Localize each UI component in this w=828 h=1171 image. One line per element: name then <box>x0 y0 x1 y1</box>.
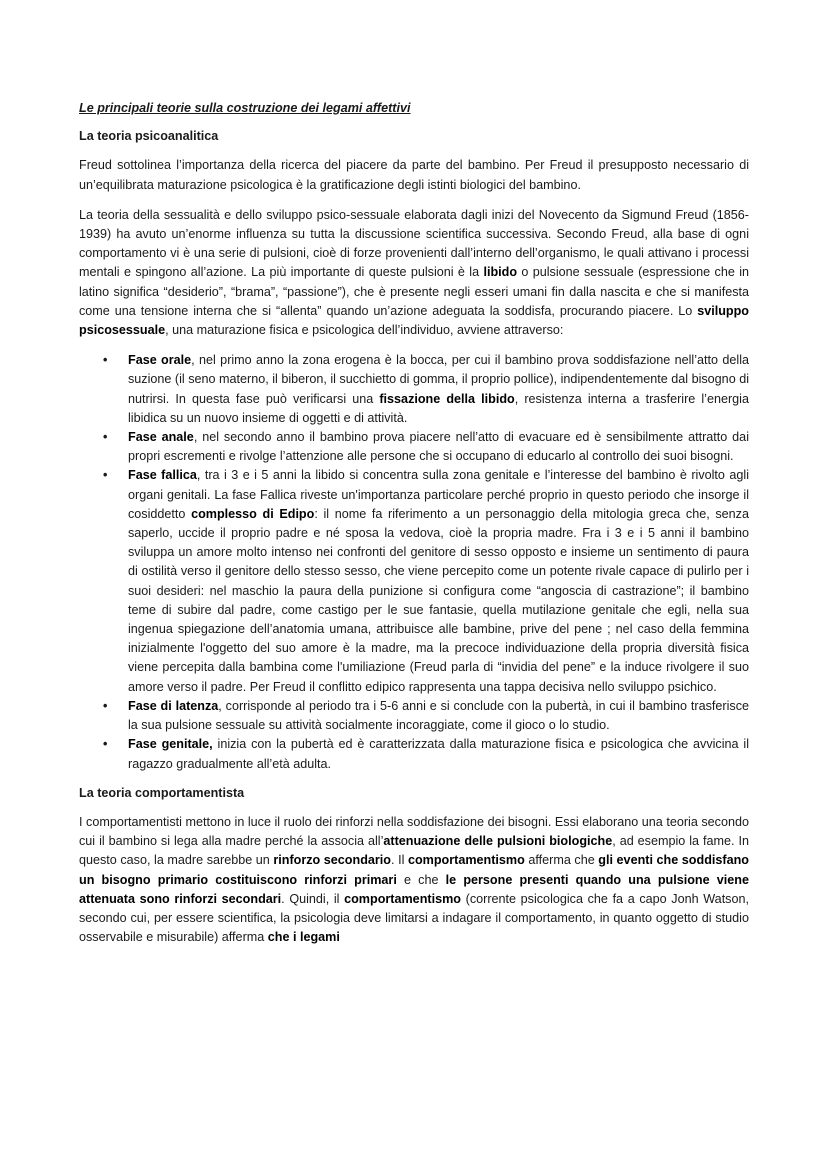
phase-name: Fase anale <box>128 430 194 445</box>
text-run: , una maturazione fisica e psicologica dell’individuo, avviene attraverso: <box>165 323 564 338</box>
section-heading-psychoanalytic: La teoria psicoanalitica <box>79 129 219 144</box>
list-item-oral-phase <box>79 351 749 428</box>
text-run: inizia con la pubertà ed è caratterizzata dalla maturazione fisica e psicologica che avvicina il ragazzo gradualmente all’età adulta. <box>128 737 749 771</box>
paragraph-freud-theory <box>79 206 749 340</box>
text-run: . Il <box>391 853 408 868</box>
bold-term-libido-fixation: fissazione della libido <box>379 391 515 406</box>
bold-term: attenuazione delle pulsioni biologiche <box>383 834 613 849</box>
text-run: I comportamentisti mettono in luce il ruolo dei rinforzi nella soddisfazione dei bisogni. Essi elaborano una teoria secondo cui il bambino si lega alla madre perché la associa all’ <box>79 814 749 849</box>
text-run: , ad esempio la fame. In questo caso, la madre sarebbe un <box>79 834 750 868</box>
text-run: : il nome fa riferimento a un personaggio della mitologia greca che, senza saperlo, uccide il proprio padre e né sposa la vedova, cioè la propria madre. Fra i 3 e i 5 anni il bambino sviluppa un amore molto intenso nei confronti del genitore di sesso opposto e insieme un sentimento di paura di ostilità verso il genitore dello stesso sesso, che viene percepito come un potente rivale capace di pulirlo per i suoi desideri: nel maschio la paura della punizione si configura come “angoscia di castrazione”; il bambino teme di subire dal padre, come castigo per le sue fantasie, quella mutilazione genitale che egli, nella sua ingenua spiegazione dell’anatomia umana, attribuisce alle bambine, prive del pene ; nel caso della femmina inizialmente l'oggetto del suo amore è la madre, ma la precoce individuazione della propria diversità fisica viene percepita dalla bambina come l'umiliazione (Freud parla di “invidia del pene” e la induce rivolgere il suo amore verso il padre. Per Freud il conflitto edipico rappresenta una tappa decisiva nello sviluppo psichico. <box>128 506 749 694</box>
phase-name: Fase genitale, <box>128 737 213 752</box>
text-run: , nel primo anno la zona erogena è la bocca, per cui il bambino prova soddisfazione nell’atto della suzione (il seno materno, il biberon, il succhietto di gomma, il proprio pollice), indipendentemente dal bisogno di nutrirsi. In questa fase può verificarsi una <box>128 353 749 406</box>
text-run: La teoria della sessualità e dello sviluppo psico-sessuale elaborata dagli inizi del Novecento da Sigmund Freud (1856-1939) ha avuto un’enorme influenza su tutta la discussione scientifica successiva. Secondo Freud, alla base di ogni comportamento vi è una serie di pulsioni, cioè di forze provenienti dall’interno dell’organismo, le quali attivano i processi mentali e spingono all’azione. La più importante di queste pulsioni è la <box>79 207 749 280</box>
paragraph-behaviorism <box>79 813 749 947</box>
text-run: e che <box>396 872 446 887</box>
bold-term-oedipus-complex: complesso di Edipo <box>191 506 315 521</box>
text-run: o pulsione sessuale (espressione che in latino significa “desiderio”, “brama”, “passione”), che è presente negli esseri umani fin dalla nascita e che si manifesta come una tensione interna che si “allenta” quando un’azione adeguata la soddisfa, procurando piacere. Lo <box>79 265 749 318</box>
text-run: (corrente psicologica che fa a capo Jonh Watson, secondo cui, per essere scientifica, la psicologia deve limitarsi a indagare il comportamento, in quanto oggetto di studio osservabile e misurabile) afferma <box>79 891 749 945</box>
document-page <box>79 99 749 958</box>
bold-term: comportamentismo <box>407 853 525 868</box>
bullet-icon: • <box>103 430 108 445</box>
phases-list <box>79 351 749 773</box>
bullet-icon: • <box>103 353 108 368</box>
phase-name: Fase orale <box>128 353 192 368</box>
list-item-anal-phase <box>79 428 749 466</box>
bold-term-psychosexual-development: sviluppo psicosessuale <box>79 303 749 338</box>
document-title: Le principali teorie sulla costruzione dei legami affettivi <box>79 101 411 115</box>
bold-term: che i legami <box>267 930 340 945</box>
bullet-icon: • <box>103 737 108 752</box>
text-run: , nel secondo anno il bambino prova piacere nell’atto di evacuare ed è sensibilmente attratto dai propri escrementi e rivolge l’attenzione alle persone che si occupano di educarlo al controllo dei suoi bisogni. <box>128 430 749 464</box>
bullet-icon: • <box>103 698 108 713</box>
list-item-genital-phase <box>79 735 749 773</box>
phase-name: Fase fallica <box>128 468 197 483</box>
bold-term: gli eventi che soddisfano un bisogno primario costituiscono rinforzi primari <box>79 853 749 887</box>
bold-term: comportamentismo <box>344 891 461 906</box>
bold-term: rinforzo secondario <box>273 853 391 868</box>
text-run: , corrisponde al periodo tra i 5-6 anni e si conclude con la pubertà, in cui il bambino trasferisce la sua pulsione sessuale su attività socialmente incoraggiate, come il gioco o lo studio. <box>128 698 749 733</box>
text-run: , resistenza interna a trasferire l’energia libidica su un nuovo insieme di oggetti e di attività. <box>128 391 749 425</box>
bullet-icon: • <box>103 468 108 483</box>
text-run: . Quindi, il <box>281 891 345 906</box>
paragraph-freud-intro: Freud sottolinea l’importanza della ricerca del piacere da parte del bambino. Per Freud il presupposto necessario di un’equilibrata maturazione psicologica è la gratificazione degli istinti biologici del bambino. <box>79 158 749 192</box>
text-run: afferma che <box>524 853 599 868</box>
list-item-phallic-phase <box>79 466 749 696</box>
section-heading-behaviorist: La teoria comportamentista <box>79 785 245 800</box>
text-run: , tra i 3 e i 5 anni la libido si concentra sulla zona genitale e l’interesse del bambino è rivolto agli organi genitali. La fase Fallica riveste un'importanza particolare perché proprio in questo periodo che insorge il cosiddetto <box>128 468 749 521</box>
phase-name: Fase di latenza <box>128 698 219 713</box>
bold-term: le persone presenti quando una pulsione viene attenuata sono rinforzi secondari <box>79 872 749 906</box>
list-item-latency-phase <box>79 697 749 735</box>
bold-term-libido: libido <box>483 265 518 280</box>
